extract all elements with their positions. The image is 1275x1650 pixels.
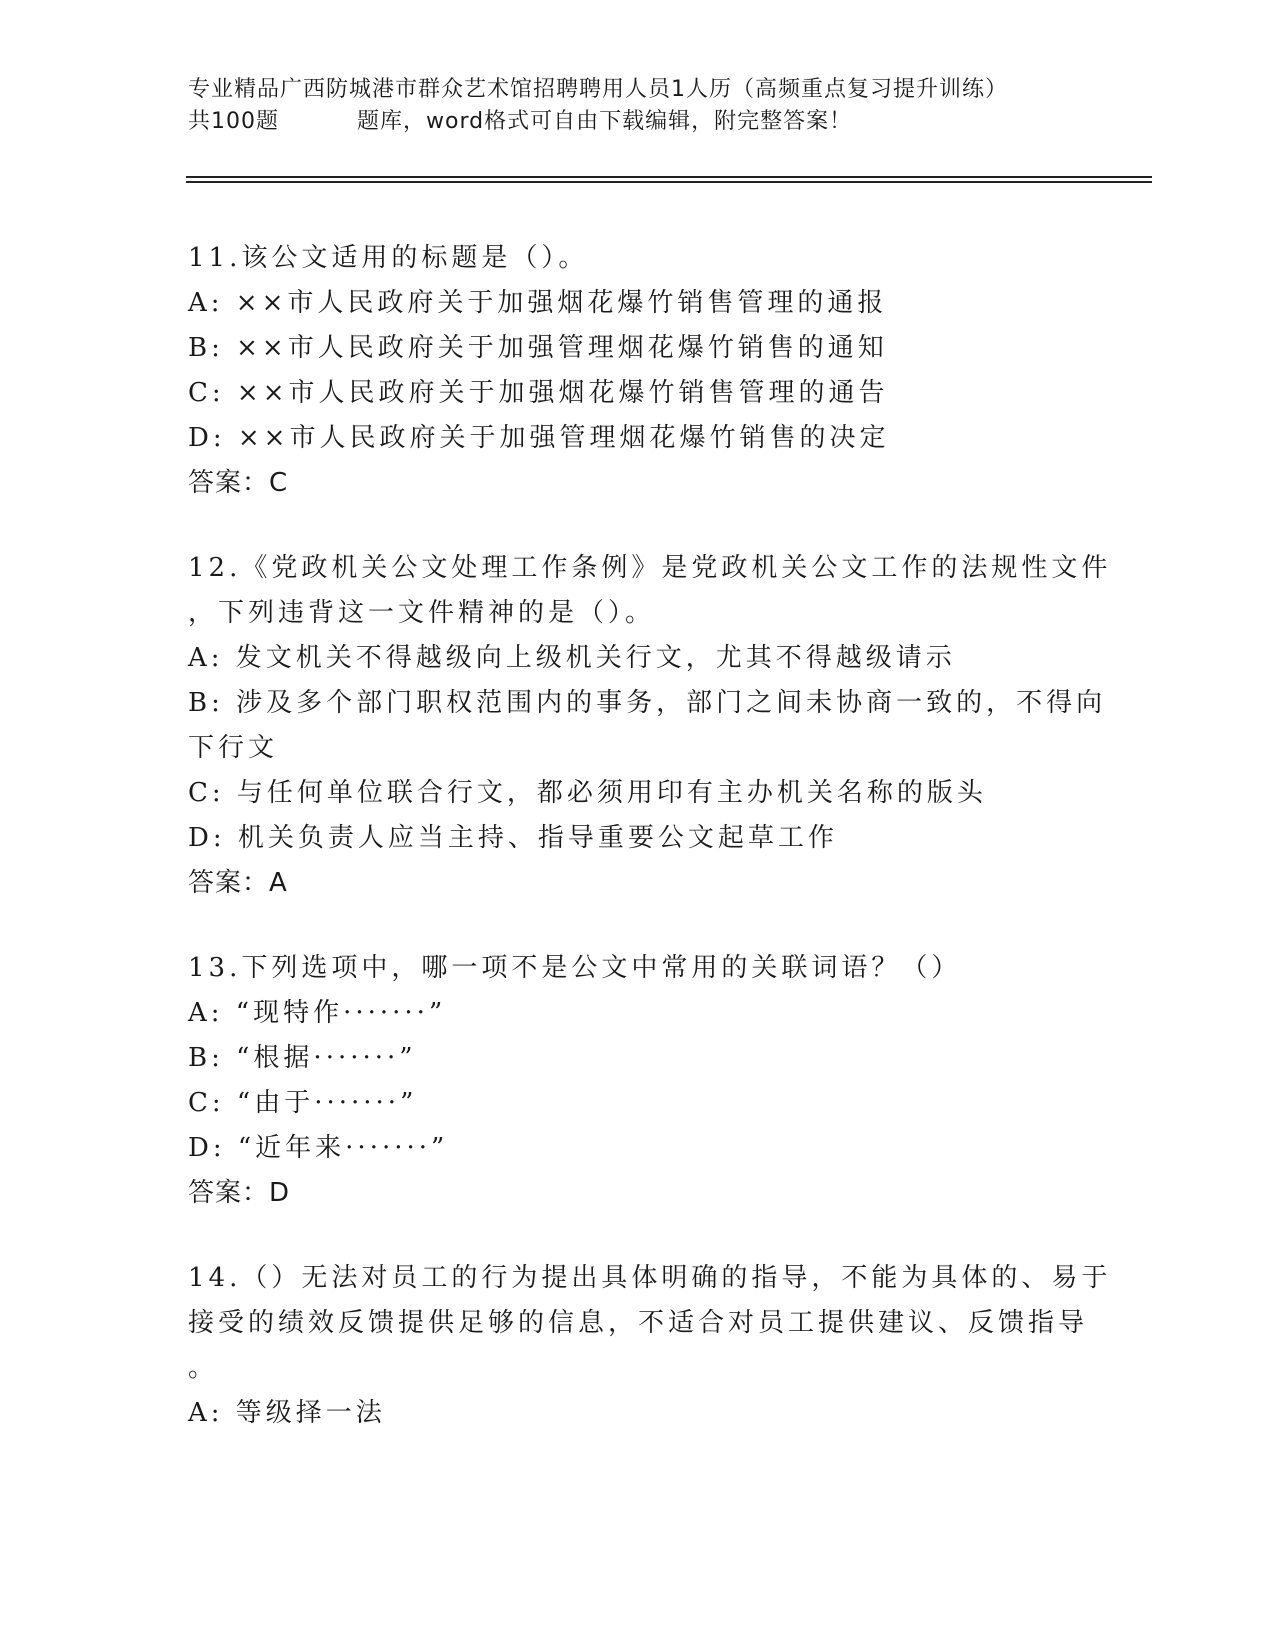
header-divider-top	[186, 176, 1152, 178]
answer-option: A: 等级择一法	[188, 1398, 386, 1428]
question-stem: 12.《党政机关公文处理工作条例》是党政机关公文工作的法规性文件	[188, 553, 1112, 583]
question-stem: 。	[188, 1353, 219, 1383]
answer-key: 答案：A	[188, 868, 288, 898]
answer-option: B: “根据·······”	[188, 1043, 417, 1073]
document-header	[188, 74, 1148, 138]
answer-option: C: 与任何单位联合行文，都必须用印有主办机关名称的版头	[188, 778, 987, 808]
answer-option: A: ××市人民政府关于加强烟花爆竹销售管理的通报	[188, 288, 888, 318]
answer-option: C: ××市人民政府关于加强烟花爆竹销售管理的通告	[188, 378, 889, 408]
question-stem: 14.（）无法对员工的行为提出具体明确的指导，不能为具体的、易于	[188, 1263, 1112, 1293]
header-description: 题库，word格式可自由下载编辑，附完整答案！	[357, 109, 853, 134]
answer-option: B: ××市人民政府关于加强管理烟花爆竹销售的通知	[188, 333, 888, 363]
question-stem: 13.下列选项中，哪一项不是公文中常用的关联词语？（）	[188, 953, 962, 983]
answer-option: 下行文	[188, 733, 279, 763]
header-question-count: 共100题	[188, 109, 279, 134]
answer-option: C: “由于·······”	[188, 1088, 418, 1118]
question-block	[188, 546, 1112, 906]
question-stem: ，下列违背这一文件精神的是（）。	[188, 598, 656, 628]
question-block	[188, 236, 1088, 506]
header-title-line: 专业精品广西防城港市群众艺术馆招聘聘用人员1人历（高频重点复习提升训练）	[188, 77, 1008, 102]
answer-key: 答案：D	[188, 1178, 291, 1208]
question-list	[188, 236, 1112, 1476]
header-subtitle-line	[188, 106, 1148, 138]
header-gap	[279, 106, 357, 138]
question-stem: 11.该公文适用的标题是（）。	[188, 243, 589, 273]
answer-option: D: ××市人民政府关于加强管理烟花爆竹销售的决定	[188, 423, 890, 453]
answer-option: D: “近年来·······”	[188, 1133, 449, 1163]
answer-option: A: “现特作·······”	[188, 998, 447, 1028]
header-divider-bottom	[186, 181, 1152, 183]
question-stem: 接受的绩效反馈提供足够的信息，不适合对员工提供建议、反馈指导	[188, 1308, 1089, 1338]
answer-option: B: 涉及多个部门职权范围内的事务，部门之间未协商一致的，不得向	[188, 688, 1107, 718]
answer-option: D: 机关负责人应当主持、指导重要公文起草工作	[188, 823, 838, 853]
question-block	[188, 946, 1088, 1216]
answer-option: A: 发文机关不得越级向上级机关行文，尤其不得越级请示	[188, 643, 956, 673]
question-block	[188, 1256, 1112, 1436]
answer-key: 答案：C	[188, 468, 289, 498]
